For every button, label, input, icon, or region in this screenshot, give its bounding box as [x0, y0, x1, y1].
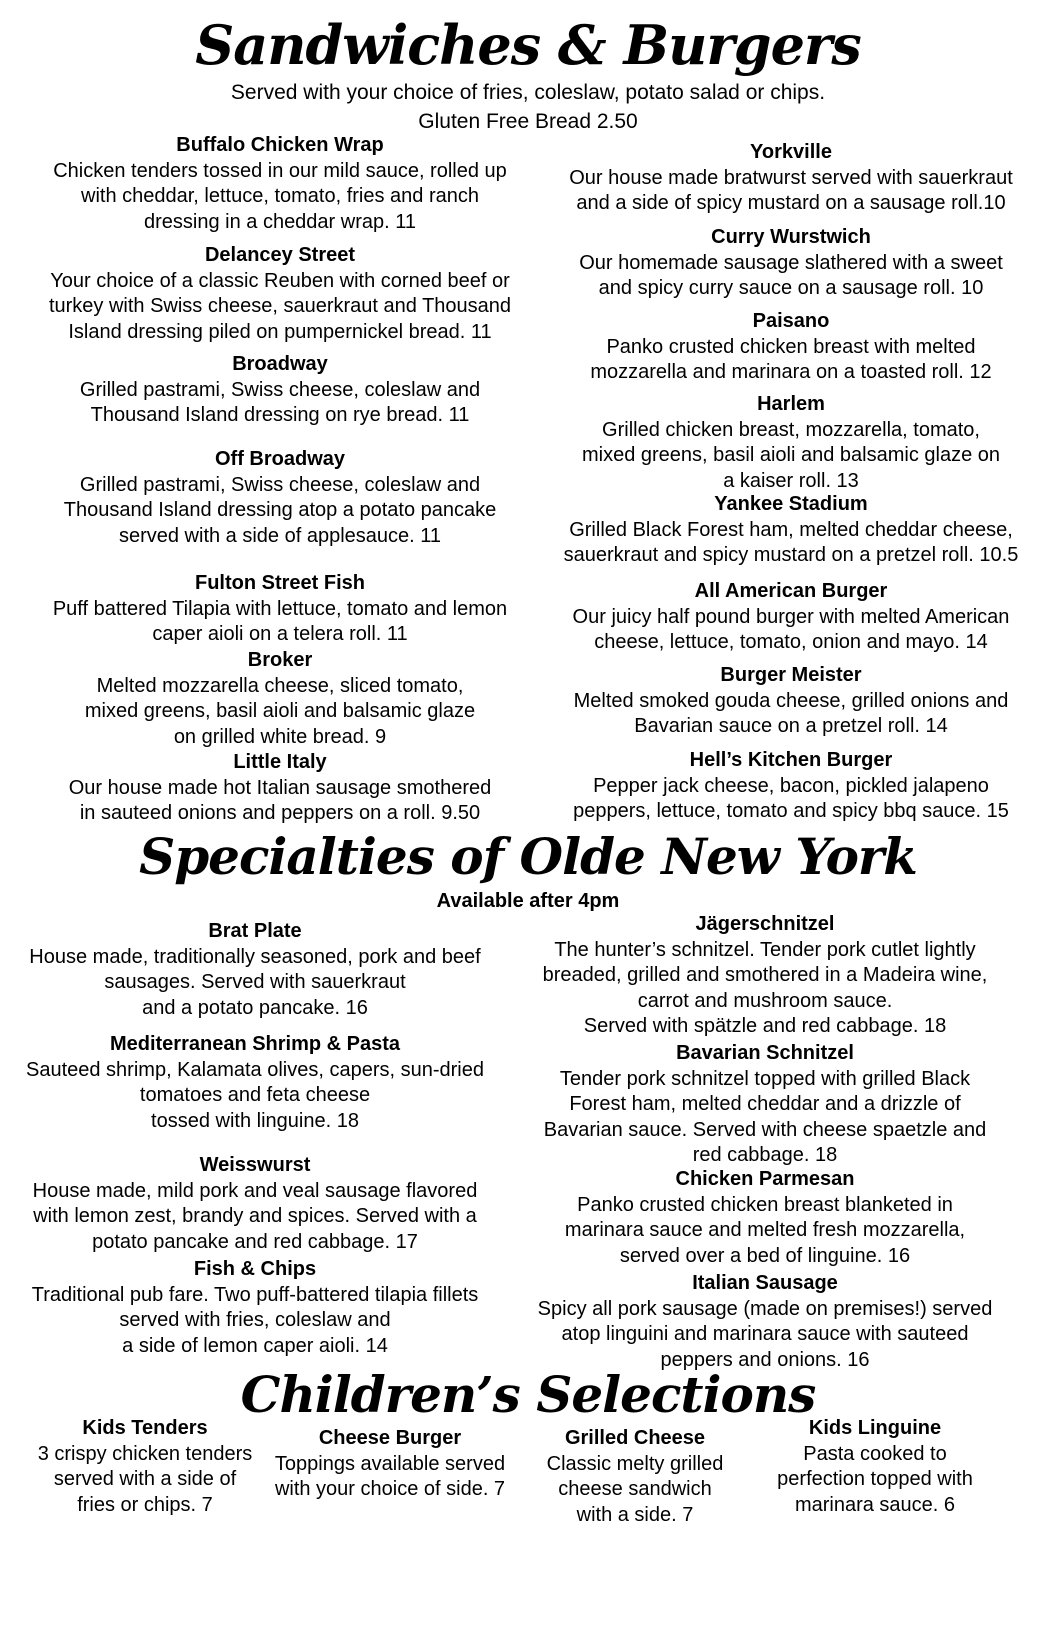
- item-name: Buffalo Chicken Wrap: [176, 134, 384, 156]
- menu-item: [536, 748, 1046, 825]
- menu-item: [20, 352, 540, 429]
- menu-item: [505, 1271, 1025, 1373]
- sandwiches-subtitle: Served with your choice of fries, coleslaw, potato salad or chips.: [230, 81, 826, 104]
- item-desc: Panko crusted chicken breast blanketed in marinara sauce and melted fresh mozzarella, served over a bed of linguine. 16: [564, 1193, 966, 1267]
- item-name: Brat Plate: [208, 920, 302, 942]
- item-name: Harlem: [757, 393, 825, 415]
- menu-item: [20, 133, 540, 235]
- item-desc: Grilled chicken breast, mozzarella, tomato, mixed greens, basil aioli and balsamic glaze on a kaiser roll. 13: [581, 418, 1000, 492]
- item-name: Mediterranean Shrimp & Pasta: [109, 1033, 401, 1055]
- item-name: Cheese Burger: [318, 1427, 462, 1449]
- menu-item: [20, 243, 540, 345]
- menu-item: [505, 1041, 1025, 1169]
- item-desc: Spicy all pork sausage (made on premises!) served atop linguini and marinara sauce with sauteed peppers and onions. 16: [537, 1297, 993, 1371]
- item-name: Yankee Stadium: [714, 493, 868, 515]
- item-name: Italian Sausage: [692, 1272, 838, 1294]
- menu-item: [20, 447, 540, 549]
- menu-item: [750, 1416, 1000, 1518]
- item-desc: 3 crispy chicken tenders served with a side of fries or chips. 7: [37, 1442, 253, 1516]
- item-name: Off Broadway: [214, 448, 346, 470]
- item-desc: Chicken tenders tossed in our mild sauce, rolled up with cheddar, lettuce, tomato, fries and ranch dressing in a cheddar wrap. 11: [53, 159, 507, 233]
- menu-item: [260, 1426, 520, 1503]
- specialties-title: Specialties of Olde New York: [139, 827, 917, 886]
- item-name: Little Italy: [233, 751, 327, 773]
- menu-item: [5, 1032, 505, 1134]
- item-name: Kids Tenders: [82, 1417, 208, 1439]
- item-desc: The hunter’s schnitzel. Tender pork cutlet lightly breaded, grilled and smothered in a Madeira wine, carrot and mushroom sauce. Served with spätzle and red cabbage. 18: [542, 938, 988, 1037]
- item-desc: House made, traditionally seasoned, pork and beef sausages. Served with sauerkraut and a potato pancake. 16: [29, 945, 481, 1019]
- item-desc: Melted mozzarella cheese, sliced tomato, mixed greens, basil aioli and balsamic glaze on grilled white bread. 9: [84, 674, 476, 748]
- item-name: Hell’s Kitchen Burger: [689, 749, 893, 771]
- menu-item: [536, 663, 1046, 740]
- item-desc: Classic melty grilled cheese sandwich with a side. 7: [546, 1452, 724, 1526]
- item-desc: Sauteed shrimp, Kalamata olives, capers, sun-dried tomatoes and feta cheese tossed with linguine. 18: [25, 1058, 484, 1132]
- item-name: Chicken Parmesan: [675, 1168, 855, 1190]
- item-name: Fish & Chips: [193, 1258, 317, 1280]
- menu-item: [536, 309, 1046, 386]
- item-name: Paisano: [752, 310, 830, 332]
- menu-item: [536, 140, 1046, 217]
- item-desc: Panko crusted chicken breast with melted mozzarella and marinara on a toasted roll. 12: [590, 335, 992, 383]
- item-name: Broker: [247, 649, 313, 671]
- item-desc: Our house made hot Italian sausage smothered in sauteed onions and peppers on a roll. 9.50: [68, 776, 492, 824]
- menu-item: [20, 648, 540, 750]
- menu-item: [536, 579, 1046, 656]
- item-desc: Melted smoked gouda cheese, grilled onions and Bavarian sauce on a pretzel roll. 14: [573, 689, 1009, 737]
- item-desc: Traditional pub fare. Two puff-battered tilapia fillets served with fries, coleslaw and a side of lemon caper aioli. 14: [31, 1283, 479, 1357]
- item-desc: Our house made bratwurst served with sauerkraut and a side of spicy mustard on a sausage roll.10: [569, 166, 1013, 214]
- item-name: Weisswurst: [199, 1154, 311, 1176]
- item-name: Yorkville: [750, 141, 832, 163]
- item-name: Broadway: [232, 353, 328, 375]
- menu-item: [536, 225, 1046, 302]
- menu-item: [20, 750, 540, 827]
- item-name: Bavarian Schnitzel: [676, 1042, 854, 1064]
- item-desc: Grilled Black Forest ham, melted cheddar cheese, sauerkraut and spicy mustard on a pretzel roll. 10.5: [563, 518, 1019, 566]
- item-desc: Pasta cooked to perfection topped with marinara sauce. 6: [777, 1442, 973, 1516]
- item-desc: Tender pork schnitzel topped with grilled Black Forest ham, melted cheddar and a drizzle of Bavarian sauce. Served with cheese spaetzle and red cabbage. 18: [543, 1067, 987, 1166]
- item-name: Jägerschnitzel: [695, 913, 835, 935]
- gluten-free-note: Gluten Free Bread 2.50: [418, 110, 638, 133]
- menu-item: [20, 571, 540, 648]
- item-desc: Pepper jack cheese, bacon, pickled jalapeno peppers, lettuce, tomato and spicy bbq sauce. 15: [573, 774, 1009, 822]
- item-desc: Our juicy half pound burger with melted American cheese, lettuce, tomato, onion and mayo. 14: [572, 605, 1010, 653]
- item-name: All American Burger: [694, 580, 888, 602]
- menu-item: [5, 1153, 505, 1255]
- item-name: Burger Meister: [720, 664, 862, 686]
- menu-item: [505, 1167, 1025, 1269]
- item-desc: Grilled pastrami, Swiss cheese, coleslaw and Thousand Island dressing on rye bread. 11: [79, 378, 481, 426]
- item-desc: Grilled pastrami, Swiss cheese, coleslaw and Thousand Island dressing atop a potato pancake served with a side of applesauce. 11: [63, 473, 497, 547]
- item-name: Fulton Street Fish: [195, 572, 365, 594]
- item-desc: House made, mild pork and veal sausage flavored with lemon zest, brandy and spices. Served with a potato pancake and red cabbage. 17: [32, 1179, 478, 1253]
- menu-item: [20, 1416, 270, 1518]
- item-desc: Puff battered Tilapia with lettuce, tomato and lemon caper aioli on a telera roll. 11: [52, 597, 508, 645]
- menu-item: [520, 1426, 750, 1528]
- item-name: Kids Linguine: [808, 1417, 942, 1439]
- menu-item: [536, 392, 1046, 494]
- children-title: Children’s Selections: [240, 1365, 816, 1424]
- sandwiches-title: Sandwiches & Burgers: [195, 13, 861, 77]
- menu-item: [5, 1257, 505, 1359]
- item-name: Delancey Street: [204, 244, 356, 266]
- item-desc: Your choice of a classic Reuben with corned beef or turkey with Swiss cheese, sauerkraut and Thousand Island dressing piled on pumpernickel bread. 11: [48, 269, 512, 343]
- menu-item: [5, 919, 505, 1021]
- item-desc: Toppings available served with your choice of side. 7: [274, 1452, 506, 1500]
- menu-item: [505, 912, 1025, 1040]
- item-name: Grilled Cheese: [564, 1427, 706, 1449]
- item-name: Curry Wurstwich: [711, 226, 871, 248]
- item-desc: Our homemade sausage slathered with a sweet and spicy curry sauce on a sausage roll. 10: [579, 251, 1003, 299]
- menu-item: [536, 492, 1046, 569]
- specialties-subtitle: Available after 4pm: [436, 890, 620, 912]
